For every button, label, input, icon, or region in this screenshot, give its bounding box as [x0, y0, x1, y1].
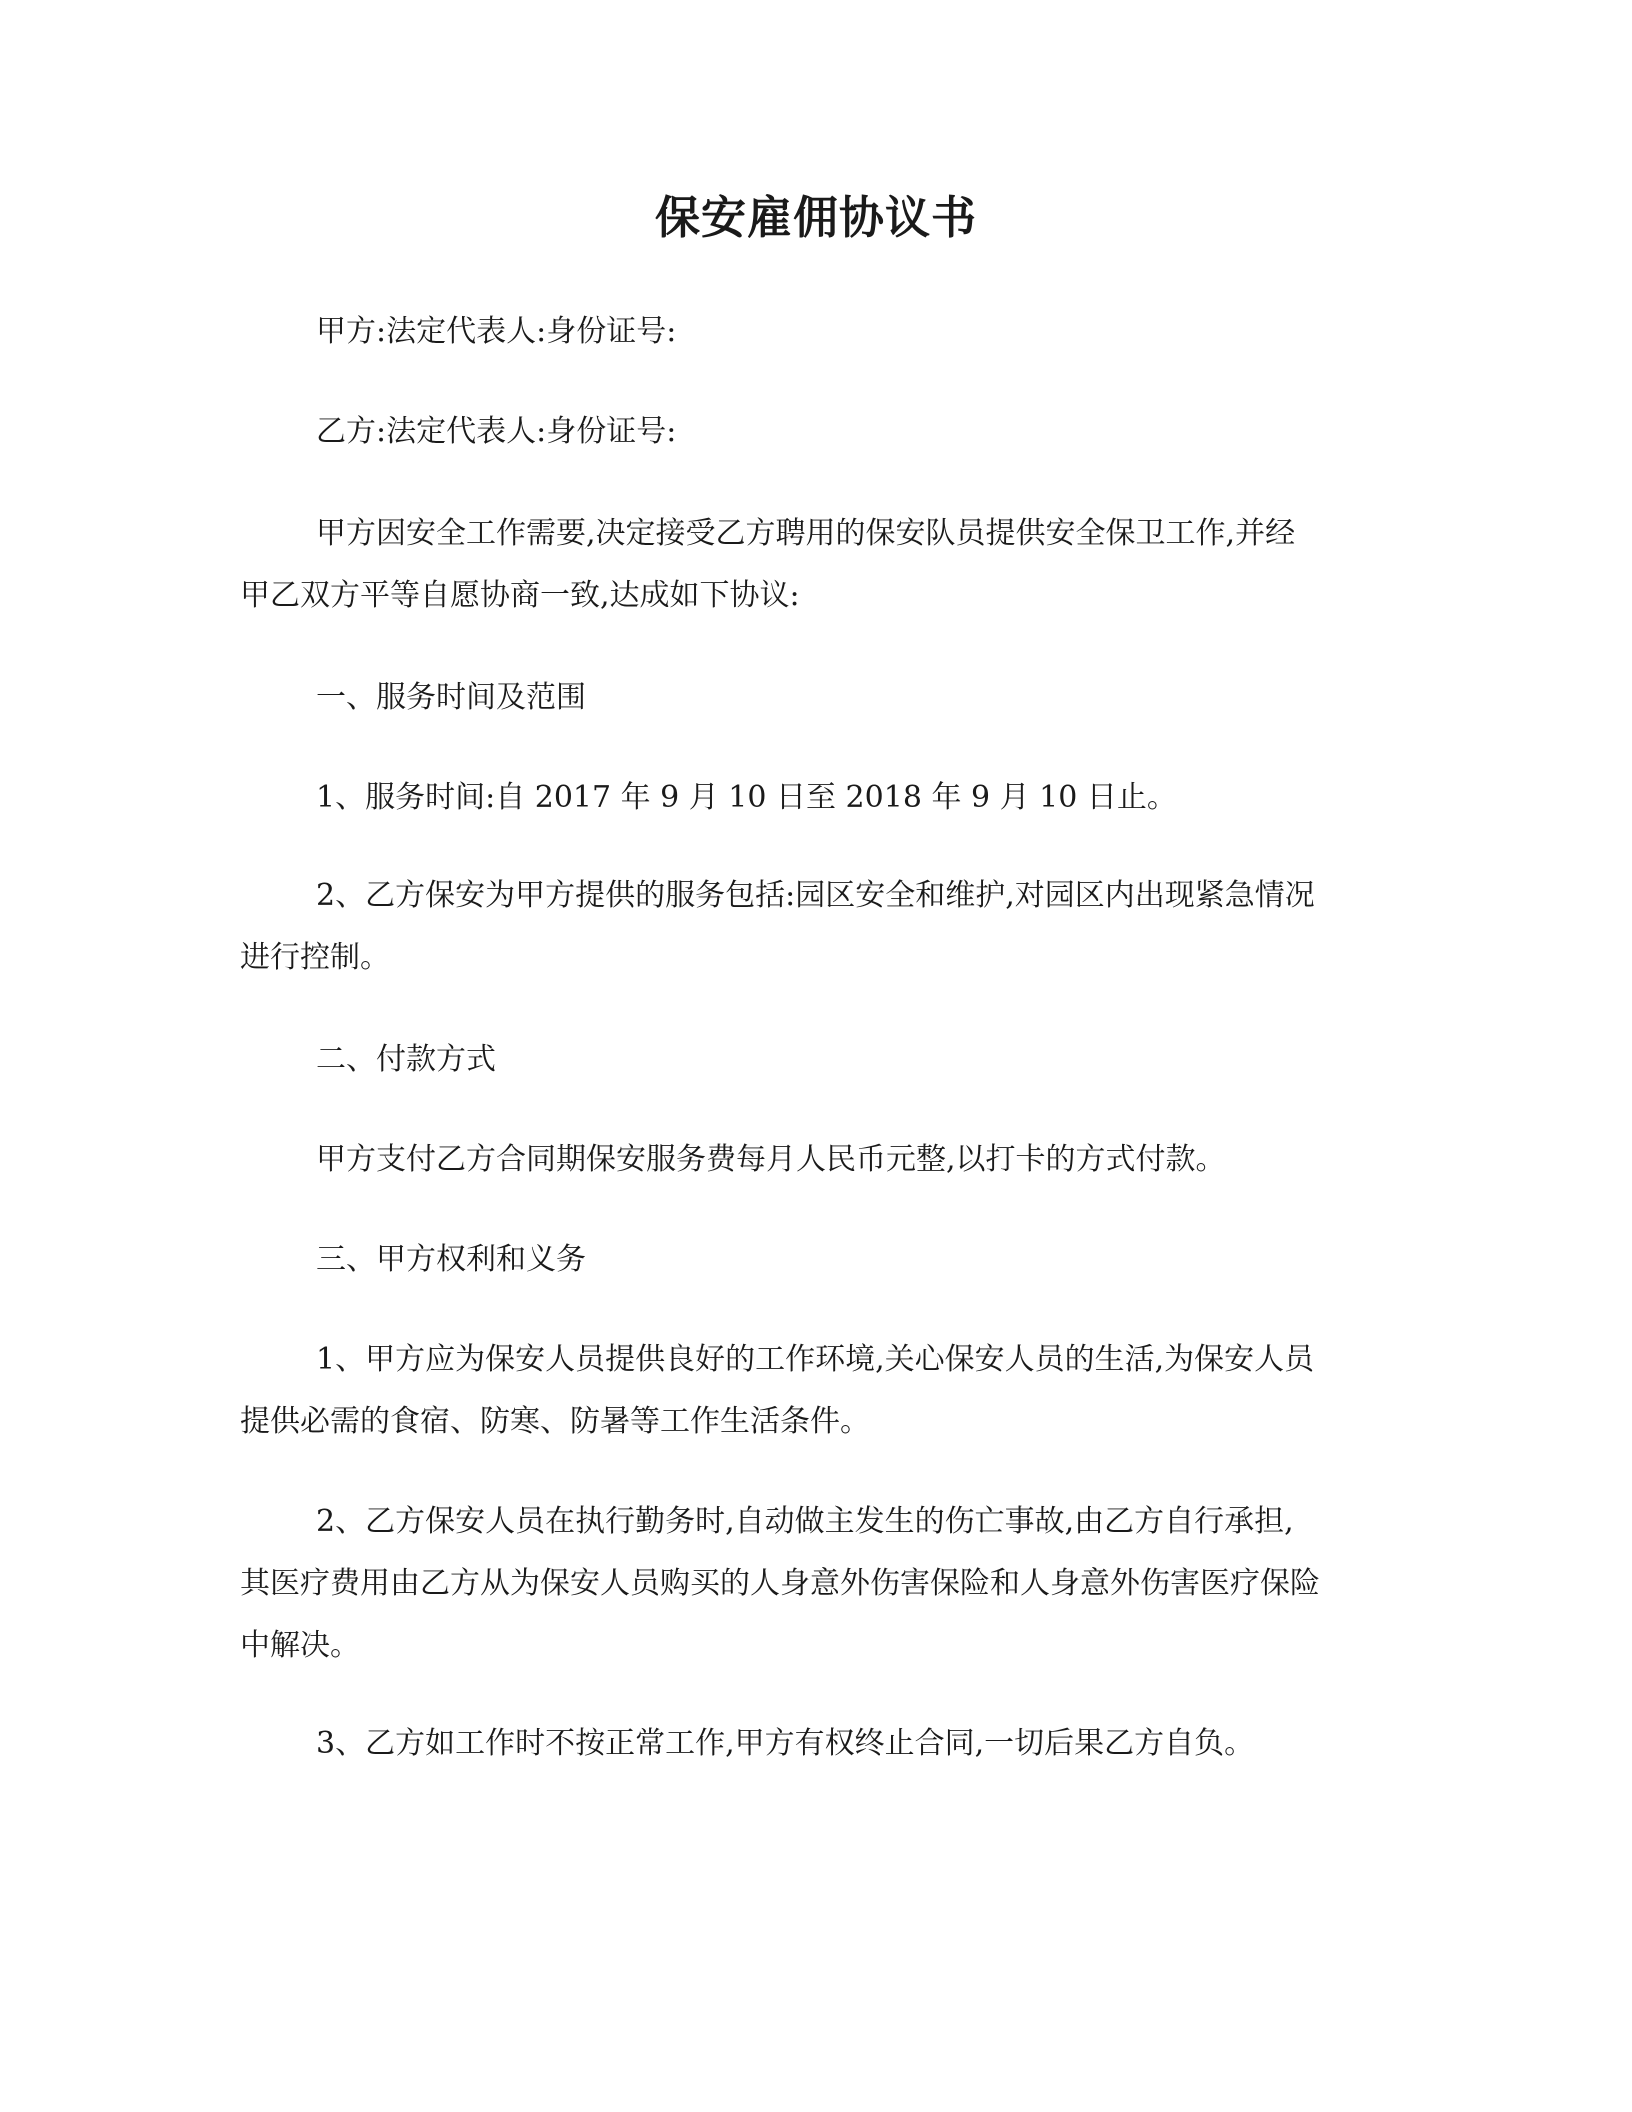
- section-1-item-1: 1、服务时间:自 2017 年 9 月 10 日至 2018 年 9 月 10 日止。: [316, 780, 1177, 815]
- section-2-body: 甲方支付乙方合同期保安服务费每月人民币元整,以打卡的方式付款。: [316, 1142, 1226, 1177]
- section-1-heading: 一、服务时间及范围: [316, 680, 586, 715]
- section-1-item-2: [240, 865, 1390, 989]
- party-b-line: 乙方:法定代表人:身份证号:: [316, 414, 677, 449]
- document-title: 保安雇佣协议书: [654, 191, 977, 244]
- section-1-item-2-line-1: 2、乙方保安为甲方提供的服务包括:园区安全和维护,对园区内出现紧急情况: [316, 878, 1315, 913]
- section-3-item-2-line-3: 中解决。: [240, 1628, 360, 1663]
- party-a-line: 甲方:法定代表人:身份证号:: [316, 314, 677, 349]
- intro-line-1: 甲方因安全工作需要,决定接受乙方聘用的保安队员提供安全保卫工作,并经: [316, 516, 1296, 551]
- section-3-item-2: [240, 1491, 1390, 1677]
- section-3-item-2-line-2: 其医疗费用由乙方从为保安人员购买的人身意外伤害保险和人身意外伤害医疗保险: [240, 1566, 1320, 1601]
- section-3-item-1-line-2: 提供必需的食宿、防寒、防暑等工作生活条件。: [240, 1404, 870, 1439]
- section-3-heading: 三、甲方权利和义务: [316, 1242, 586, 1277]
- section-3-item-3: 3、乙方如工作时不按正常工作,甲方有权终止合同,一切后果乙方自负。: [316, 1726, 1255, 1761]
- section-1-item-2-line-2: 进行控制。: [240, 940, 390, 975]
- section-2-heading: 二、付款方式: [316, 1042, 496, 1077]
- section-3-item-1-line-1: 1、甲方应为保安人员提供良好的工作环境,关心保安人员的生活,为保安人员: [316, 1342, 1315, 1377]
- section-3-item-1: [240, 1329, 1390, 1453]
- section-3-item-2-line-1: 2、乙方保安人员在执行勤务时,自动做主发生的伤亡事故,由乙方自行承担,: [316, 1504, 1294, 1539]
- intro-line-2: 甲乙双方平等自愿协商一致,达成如下协议:: [240, 578, 800, 613]
- intro-paragraph: [240, 503, 1390, 627]
